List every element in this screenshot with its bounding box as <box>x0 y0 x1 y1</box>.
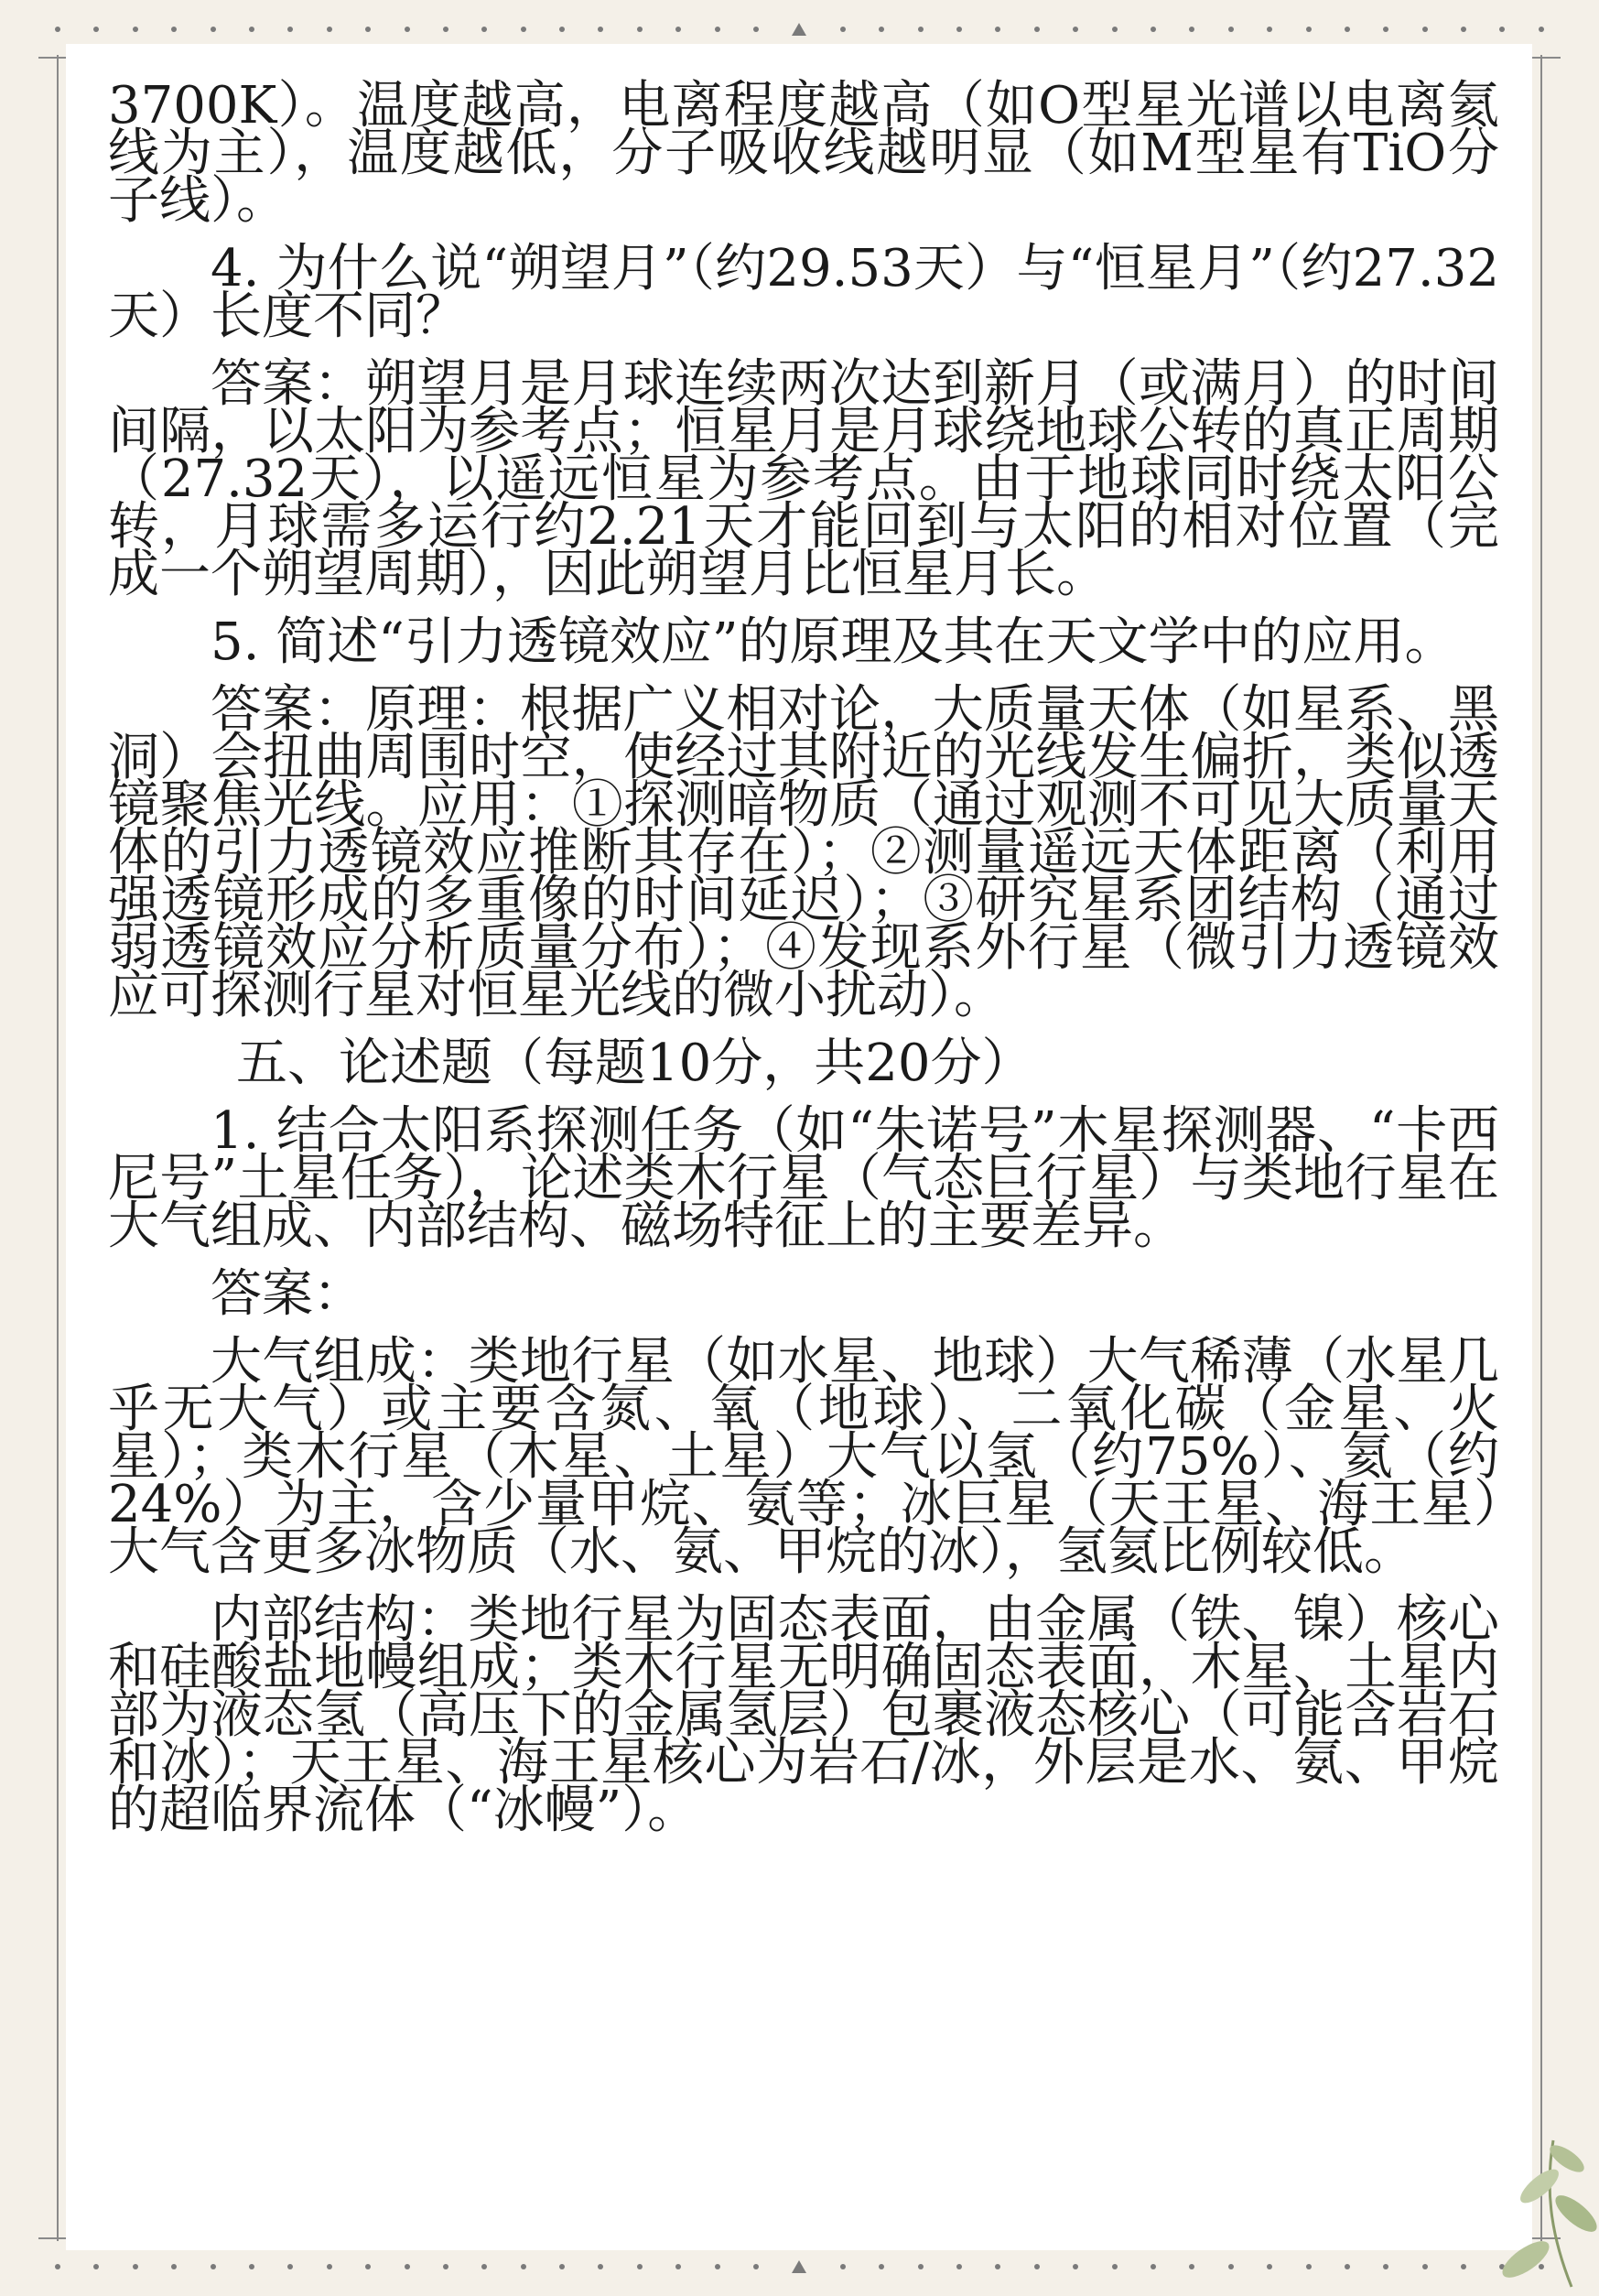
bottom-dotted-border <box>55 2258 1544 2276</box>
question-synodic-month: 4. 为什么说“朔望月”（约29.53天）与“恒星月”（约27.32天）长度不同？ <box>108 239 1499 346</box>
answer-atmosphere: 大气组成：类地行星（如水星、地球）大气稀薄（水星几乎无大气）或主要含氮、氧（地球）、二氧化碳（金星、火星）；类木行星（木星、土星）大气以氢（约75%）、氦（约24%）为主，含少量甲烷、氨等；冰巨星（天王星、海王星）大气含更多冰物质（水、氨、甲烷的冰），氢氦比例较低。 <box>108 1332 1499 1582</box>
document-body <box>108 76 1499 1855</box>
top-triangle-ornament-icon <box>792 23 806 36</box>
answer-gravitational-lensing: 答案：原理：根据广义相对论，大质量天体（如星系、黑洞）会扭曲周围时空，使经过其附近的光线发生偏折，类似透镜聚焦光线。应用：①探测暗物质（通过观测不可见大质量天体的引力透镜效应推断其存在）；②测量遥远天体距离（利用强透镜形成的多重像的时间延迟）；③研究星系团结构（通过弱透镜效应分析质量分布）；④发现系外行星（微引力透镜效应可探测行星对恒星光线的微小扰动）。 <box>108 680 1499 1025</box>
answer-label: 答案： <box>211 1264 364 1324</box>
answer-synodic-month: 答案：朔望月是月球连续两次达到新月（或满月）的时间间隔，以太阳为参考点；恒星月是月球绕地球公转的真正周期（27.32天），以遥远恒星为参考点。由于地球同时绕太阳公转，月球需多运行约2.21天才能回到与太阳的相对位置（完成一个朔望周期），因此朔望月比恒星月长。 <box>108 354 1499 604</box>
top-dotted-border <box>55 20 1544 38</box>
decorative-leaf-icon <box>1416 2058 1599 2296</box>
right-border-line <box>1540 55 1542 2241</box>
answer-interior-structure: 内部结构：类地行星为固态表面，由金属（铁、镍）核心和硅酸盐地幔组成；类木行星无明确固态表面，木星、土星内部为液态氢（高压下的金属氢层）包裹液态核心（可能含岩石和冰）；天王星、海王星核心为岩石/冰，外层是水、氨、甲烷的超临界流体（“冰幔”）。 <box>108 1590 1499 1840</box>
left-border-line <box>57 55 59 2241</box>
question-planet-comparison: 1. 结合太阳系探测任务（如“朱诺号”木星探测器、“卡西尼号”土星任务），论述类木行星（气态巨行星）与类地行星在大气组成、内部结构、磁场特征上的主要差异。 <box>108 1101 1499 1256</box>
question-gravitational-lensing: 5. 简述“引力透镜效应”的原理及其在天文学中的应用。 <box>211 612 1456 672</box>
paragraph-spectral-temperature: 3700K）。温度越高，电离程度越高（如O型星光谱以电离氦线为主），温度越低，分子吸收线越明显（如M型星有TiO分子线）。 <box>108 76 1499 231</box>
section-heading-essay: 五、论述题（每题10分，共20分） <box>236 1034 1033 1093</box>
bottom-triangle-ornament-icon <box>792 2260 806 2273</box>
